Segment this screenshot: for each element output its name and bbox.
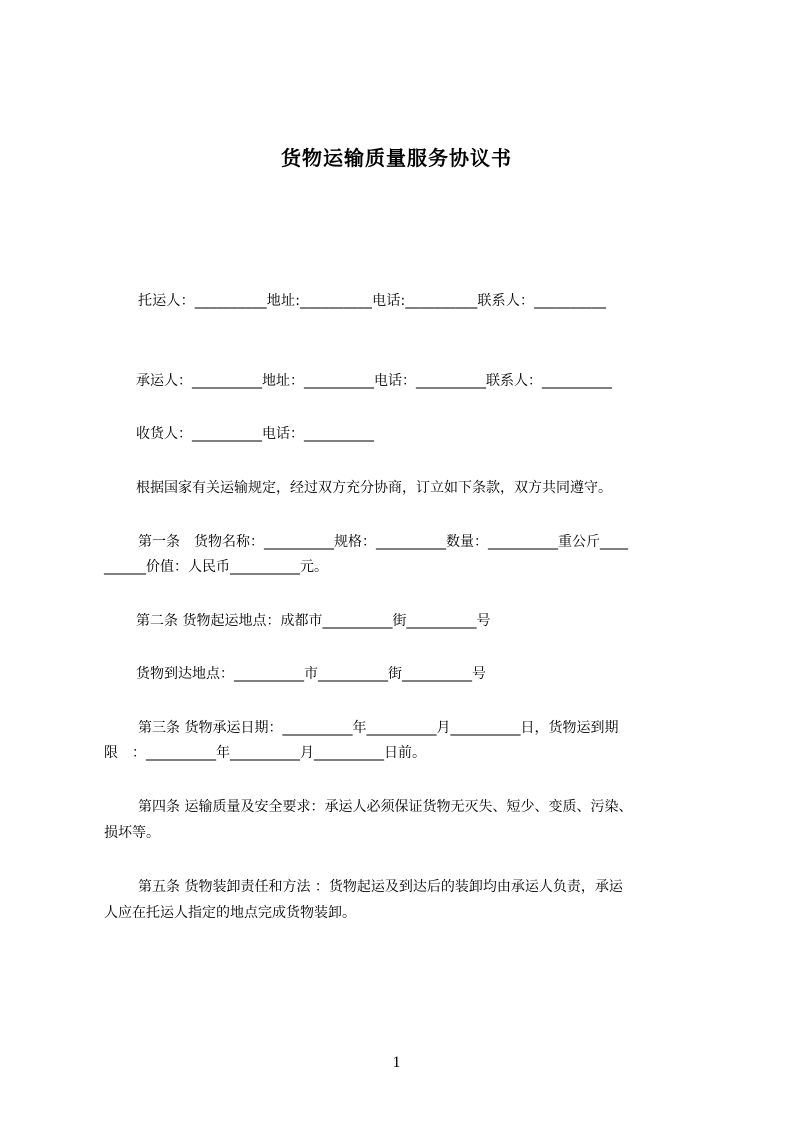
arrival-location-line: 货物到达地点：__________市__________街__________号 xyxy=(136,666,486,682)
consignee-line: 收货人：__________电话：__________ xyxy=(136,426,374,442)
article-3-line-2: 限 ：__________年__________月__________日前。 xyxy=(104,745,426,761)
page-number: 1 xyxy=(392,1054,401,1071)
article-2-line: 第二条 货物起运地点：成都市__________街__________号 xyxy=(136,613,491,629)
article-1-line-1: 第一条 货物名称：__________规格：__________数量：__________重公斤____ xyxy=(138,534,628,550)
article-3-line-1: 第三条 货物承运日期：__________年__________月__________日，货物运到期 xyxy=(138,720,619,736)
document-title: 货物运输质量服务协议书 xyxy=(281,146,512,170)
article-5-line-1: 第五条 货物装卸责任和方法 ：货物起运及到达后的装卸均由承运人负责，承运 xyxy=(138,879,623,895)
article-4-line-2: 损坏等。 xyxy=(104,825,160,841)
article-4-line-1: 第四条 运输质量及安全要求：承运人必须保证货物无灭失、短少、变质、污染、 xyxy=(138,799,633,815)
article-5-line-2: 人应在托运人指定的地点完成货物装卸。 xyxy=(104,905,356,921)
intro-paragraph: 根据国家有关运输规定，经过双方充分协商，订立如下条款，双方共同遵守。 xyxy=(136,480,612,496)
carrier-line: 承运人：__________地址：__________电话：__________联系人：__________ xyxy=(136,373,612,389)
shipper-line: 托运人：__________地址:__________电话:__________联系人：__________ xyxy=(138,293,607,309)
article-1-line-2: ______价值：人民币__________元。 xyxy=(104,559,328,575)
